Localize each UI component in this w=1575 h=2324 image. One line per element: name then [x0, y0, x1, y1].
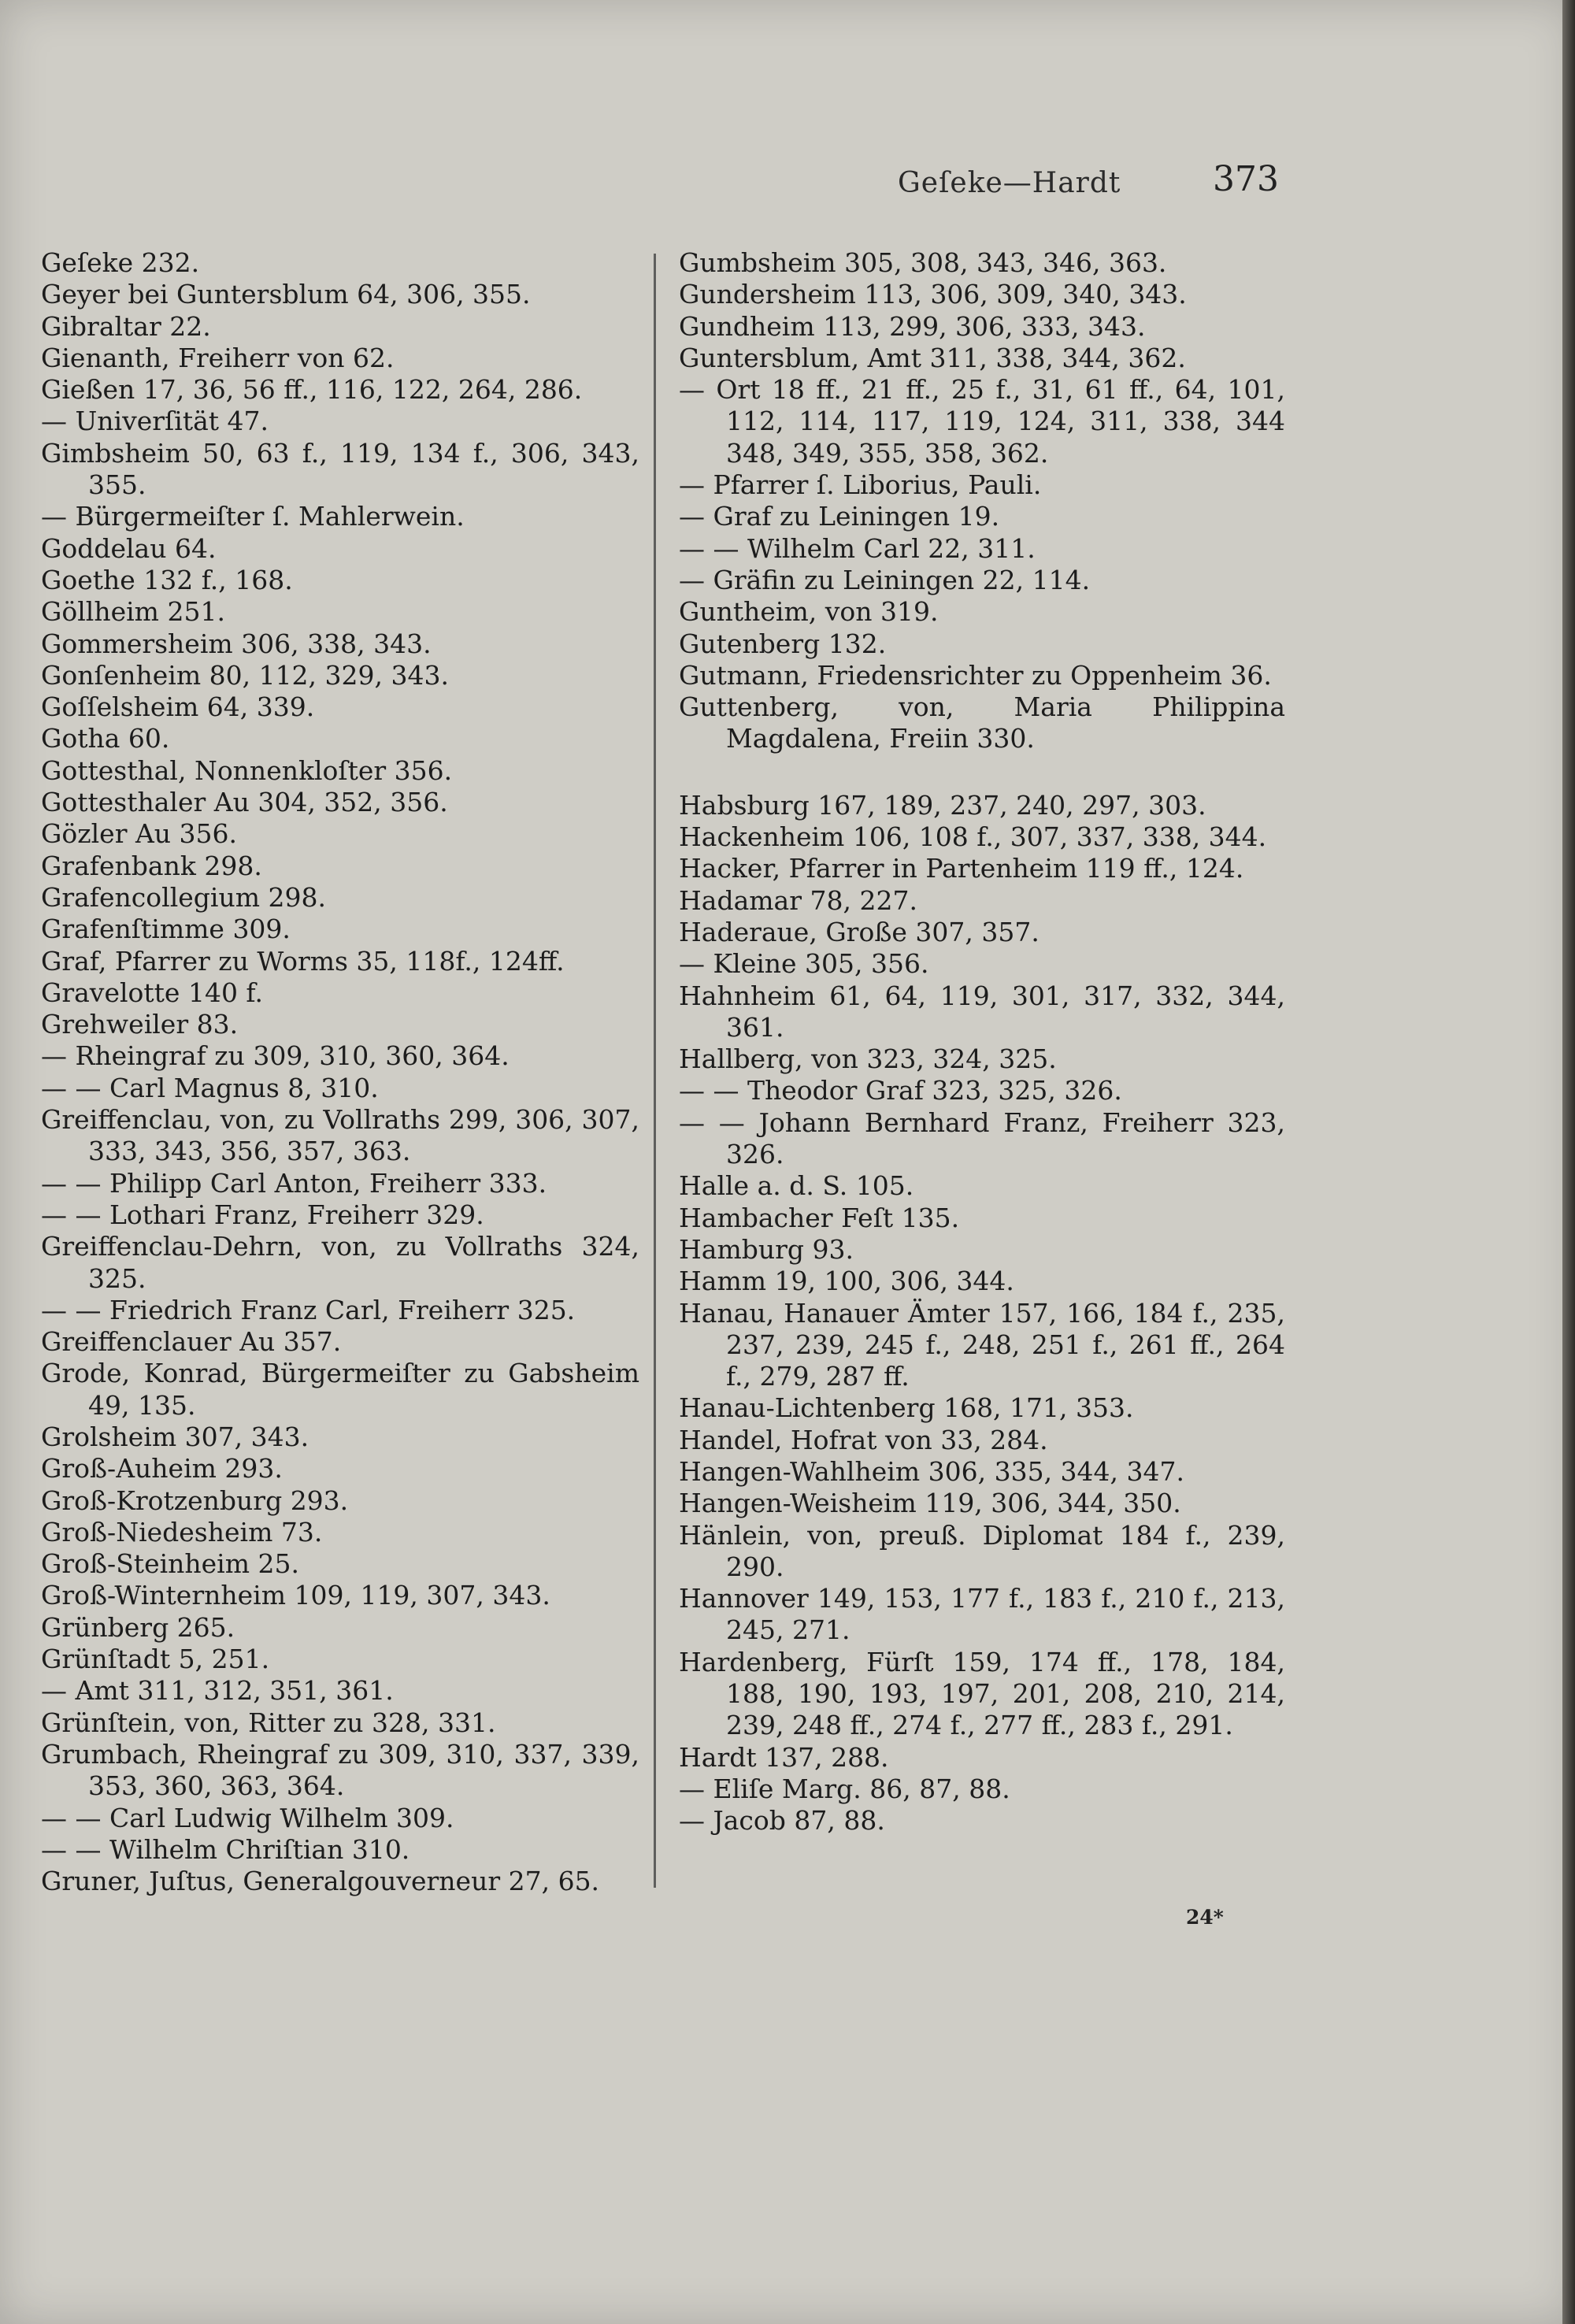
index-entry: Gözler Au 356. [41, 818, 238, 850]
index-entry: Gravelotte 140 f. [41, 977, 263, 1008]
index-entry: — — Wilhelm Chriſtian 310. [41, 1833, 410, 1865]
index-entry: — Eliſe Marg. 86, 87, 88. [679, 1773, 1010, 1804]
index-entry: Groß-Auheim 293. [41, 1453, 283, 1484]
index-entry: Groß-Krotzenburg 293. [41, 1484, 349, 1516]
index-entry: Grafenbank 298. [41, 850, 262, 881]
index-entry: Gruner, Juſtus, Generalgouverneur 27, 65. [41, 1866, 600, 1897]
index-entry: Hanau, Hanauer Ämter 157, 166, 184 f., 235, 237, 239, 245 f., 248, 251 f., 261 ff., 264 f., 279, 287 ff. [679, 1297, 1285, 1392]
index-entry: Gibraltar 22. [41, 310, 211, 342]
index-entry: — Graf zu Leiningen 19. [679, 501, 1000, 532]
index-entry: Hardenberg, Fürſt 159, 174 ff., 178, 184, 188, 190, 193, 197, 201, 208, 210, 214, 239, 248 ff., 274 f., 277 ff., 283 f., 291. [679, 1646, 1285, 1741]
index-entry: Hamburg 93. [679, 1233, 854, 1265]
index-entry: Hambacher Feſt 135. [679, 1202, 960, 1233]
index-entry: Gumbsheim 305, 308, 343, 346, 363. [679, 247, 1167, 278]
index-entry: — — Carl Ludwig Wilhelm 309. [41, 1802, 454, 1833]
index-entry: — Pfarrer ſ. Liborius, Pauli. [679, 469, 1042, 501]
index-entry: — Amt 311, 312, 351, 361. [41, 1675, 394, 1707]
index-entry: — Kleine 305, 356. [679, 948, 929, 980]
index-entry: Goethe 132 f., 168. [41, 564, 293, 595]
index-entry: Goſſelsheim 64, 339. [41, 691, 315, 723]
index-entry: Grumbach, Rheingraf zu 309, 310, 337, 339, 353, 360, 363, 364. [41, 1738, 639, 1802]
index-entry: Hangen-Wahlheim 306, 335, 344, 347. [679, 1455, 1184, 1487]
index-entry: Goddelau 64. [41, 532, 217, 564]
index-entry: — Jacob 87, 88. [679, 1805, 885, 1837]
page-number: 373 [1213, 159, 1279, 199]
index-entry: Gundheim 113, 299, 306, 333, 343. [679, 310, 1146, 342]
index-entry: Grafenſtimme 309. [41, 914, 291, 945]
index-entry: Gottesthaler Au 304, 352, 356. [41, 787, 448, 818]
index-entry: — — Friedrich Franz Carl, Freiherr 325. [41, 1294, 576, 1325]
index-entry: Gundersheim 113, 306, 309, 340, 343. [679, 279, 1187, 310]
index-entry: Gutmann, Friedensrichter zu Oppenheim 36. [679, 659, 1272, 691]
index-entry: Göllheim 251. [41, 596, 225, 628]
index-entry: Gotha 60. [41, 723, 170, 754]
page-edge [1562, 0, 1575, 2324]
index-entry: Grode, Konrad, Bürgermeiſter zu Gabsheim 49, 135. [41, 1358, 639, 1421]
index-entry: Hangen-Weisheim 119, 306, 344, 350. [679, 1488, 1181, 1519]
index-entry: — — Philipp Carl Anton, Freiherr 333. [41, 1167, 547, 1199]
index-entry: Greiffenclauer Au 357. [41, 1326, 342, 1358]
index-entry: — — Johann Bernhard Franz, Freiherr 323, 326. [679, 1106, 1285, 1170]
index-entry: — Bürgermeiſter ſ. Mahlerwein. [41, 501, 465, 532]
column-divider [654, 254, 656, 1888]
index-entry: Gommersheim 306, 338, 343. [41, 628, 432, 659]
index-entry: Gimbsheim 50, 63 f., 119, 134 f., 306, 343, 355. [41, 437, 639, 501]
index-entry: Hacker, Pfarrer in Partenheim 119 ff., 124. [679, 853, 1244, 884]
index-entry: Guntheim, von 319. [679, 596, 939, 628]
index-entry: Greiffenclau-Dehrn, von, zu Vollraths 324, 325. [41, 1231, 639, 1294]
index-entry: Gienanth, Freiherr von 62. [41, 342, 395, 373]
index-entry: Guttenberg, von, Maria Philippina Magdalena, Freiin 330. [679, 691, 1285, 754]
index-entry: Geyer bei Guntersblum 64, 306, 355. [41, 279, 531, 310]
index-entry: Hamm 19, 100, 306, 344. [679, 1266, 1014, 1297]
index-entry: — Gräfin zu Leiningen 22, 114. [679, 564, 1091, 595]
index-entry: Haderaue, Große 307, 357. [679, 916, 1040, 947]
index-entry: Guntersblum, Amt 311, 338, 344, 362. [679, 342, 1186, 373]
index-entry: Groß-Winternheim 109, 119, 307, 343. [41, 1580, 550, 1611]
index-entry: Halle a. d. S. 105. [679, 1170, 914, 1202]
index-entry: — — Lothari Franz, Freiherr 329. [41, 1199, 484, 1230]
index-entry: Grehweiler 83. [41, 1009, 239, 1040]
index-entry: Hahnheim 61, 64, 119, 301, 317, 332, 344, 361. [679, 980, 1285, 1043]
index-entry: Groß-Niedesheim 73. [41, 1516, 323, 1547]
index-entry: Hannover 149, 153, 177 f., 183 f., 210 f., 213, 245, 271. [679, 1583, 1285, 1646]
running-head: Geſeke—Hardt [898, 167, 1121, 199]
index-entry: Gottesthal, Nonnenkloſter 356. [41, 754, 453, 786]
index-entry: Grünſtein, von, Ritter zu 328, 331. [41, 1707, 496, 1738]
index-entry: Geſeke 232. [41, 247, 200, 278]
index-entry: — — Theodor Graf 323, 325, 326. [679, 1075, 1122, 1106]
index-entry: Grolsheim 307, 343. [41, 1421, 309, 1452]
index-entry: Groß-Steinheim 25. [41, 1548, 300, 1580]
index-entry: Hadamar 78, 227. [679, 884, 917, 916]
index-entry: Grünſtadt 5, 251. [41, 1644, 270, 1675]
index-entry: Grafencollegium 298. [41, 881, 326, 913]
index-entry: Hanau-Lichtenberg 168, 171, 353. [679, 1392, 1134, 1424]
index-entry: Grünberg 265. [41, 1611, 235, 1643]
index-entry: Gutenberg 132. [679, 628, 887, 659]
index-entry: Handel, Hofrat von 33, 284. [679, 1424, 1048, 1455]
index-entry: Greiffenclau, von, zu Vollraths 299, 306, 307, 333, 343, 356, 357, 363. [41, 1104, 639, 1167]
index-entry: — — Wilhelm Carl 22, 311. [679, 532, 1036, 564]
index-entry: Hänlein, von, preuß. Diplomat 184 f., 239, 290. [679, 1519, 1285, 1582]
index-entry: Habsburg 167, 189, 237, 240, 297, 303. [679, 789, 1206, 821]
index-entry: Gonſenheim 80, 112, 329, 343. [41, 659, 449, 691]
index-entry: Hardt 137, 288. [679, 1741, 889, 1773]
index-entry: Graf, Pfarrer zu Worms 35, 118f., 124ff. [41, 945, 565, 977]
index-entry: Hackenheim 106, 108 f., 307, 337, 338, 344. [679, 821, 1267, 853]
index-column-left [41, 247, 639, 1897]
index-entry: — Univerſität 47. [41, 406, 269, 437]
index-entry: Gießen 17, 36, 56 ff., 116, 122, 264, 286. [41, 374, 583, 406]
signature-mark: 24* [1186, 1906, 1224, 1929]
index-entry: — Ort 18 ff., 21 ff., 25 f., 31, 61 ff., 64, 101, 112, 114, 117, 119, 124, 311, 338, 344 348, 349, 355, 358, 362. [679, 374, 1285, 469]
index-column-right [679, 247, 1285, 1837]
index-entry: Hallberg, von 323, 324, 325. [679, 1043, 1057, 1075]
index-entry: — — Carl Magnus 8, 310. [41, 1072, 379, 1103]
index-entry: — Rheingraf zu 309, 310, 360, 364. [41, 1040, 510, 1072]
